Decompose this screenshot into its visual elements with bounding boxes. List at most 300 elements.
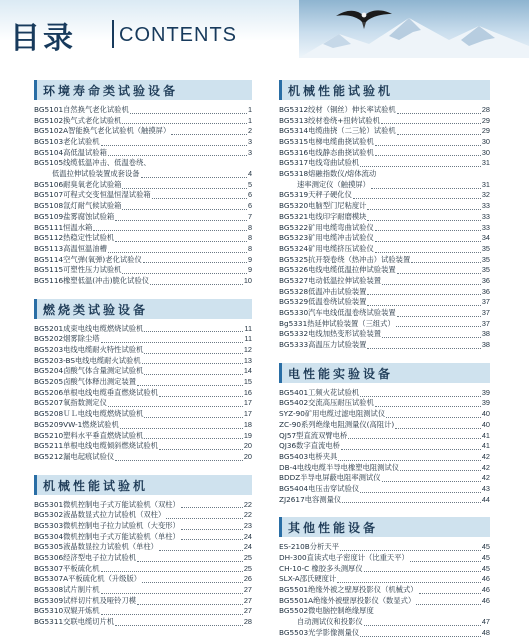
toc-entry-title: BG5320电脑型门尼粘度计 bbox=[279, 201, 367, 211]
toc-entry-title: BG5204卤酸气体含量测定试验机 bbox=[34, 366, 144, 376]
section-header-environment bbox=[34, 80, 252, 100]
left-column bbox=[34, 80, 252, 628]
dot-leader bbox=[375, 230, 481, 231]
toc-entry-page: 37 bbox=[481, 318, 490, 328]
dot-leader bbox=[101, 342, 244, 343]
toc-entry-title: BG5332电线加热变形试验装置 bbox=[279, 329, 382, 339]
toc-entry-title: BG5107可程式交变恒温恒湿试验箱 bbox=[34, 190, 151, 200]
toc-entry[interactable] bbox=[279, 233, 490, 244]
dot-leader bbox=[400, 470, 481, 471]
toc-entry-page: 6 bbox=[247, 190, 252, 200]
toc-entry[interactable] bbox=[279, 116, 490, 127]
section-list-combustion bbox=[34, 324, 252, 463]
toc-entry-page: 20 bbox=[243, 451, 252, 461]
toc-entry-page: 45 bbox=[481, 542, 490, 552]
toc-entry-title: BG5315电梯电缆曲挠试验机 bbox=[279, 137, 374, 147]
toc-entry-page: 44 bbox=[481, 494, 490, 504]
toc-entry[interactable] bbox=[279, 329, 490, 340]
toc-entry-title: BG5311交联电缆切片机 bbox=[34, 617, 115, 627]
toc-entry[interactable] bbox=[34, 233, 252, 244]
toc-entry-page: 8 bbox=[247, 222, 252, 232]
dot-leader bbox=[144, 331, 243, 332]
toc-entry[interactable] bbox=[279, 126, 490, 137]
toc-entry-title: SLX-A邵氏硬度计 bbox=[279, 574, 337, 584]
toc-entry[interactable] bbox=[279, 495, 490, 506]
toc-entry[interactable] bbox=[279, 297, 490, 308]
toc-entry[interactable] bbox=[34, 334, 252, 345]
toc-entry-page: 1 bbox=[247, 115, 252, 125]
dot-leader bbox=[115, 241, 247, 242]
dot-leader bbox=[181, 507, 243, 508]
toc-entry[interactable] bbox=[279, 201, 490, 212]
toc-entry-title: BG5503光学影像测量仪 bbox=[279, 627, 360, 637]
toc-entry-page: 1 bbox=[247, 104, 252, 114]
toc-entry-page: 41 bbox=[481, 441, 490, 451]
toc-entry-title: BG5307平板硫化机 bbox=[34, 563, 100, 573]
dot-leader bbox=[364, 571, 481, 572]
title-divider bbox=[112, 20, 114, 48]
toc-entry[interactable] bbox=[34, 441, 252, 452]
toc-entry-title: BG5501A绝缘外被壁厚投影仪（数显式） bbox=[279, 595, 416, 605]
dot-leader bbox=[159, 550, 243, 551]
toc-entry-title: BG5312绞材（铜丝）伸长率试验机 bbox=[279, 104, 396, 114]
toc-entry-title: BG5209VW-1燃烧试验机 bbox=[34, 419, 119, 429]
toc-entry-title: BG5322矿用电缆弯曲试验仪 bbox=[279, 222, 374, 232]
toc-entry[interactable] bbox=[34, 244, 252, 255]
section-list-mechanical-cont bbox=[279, 105, 490, 351]
dot-leader bbox=[108, 406, 243, 407]
toc-entry-page: 17 bbox=[243, 398, 252, 408]
toc-entry-page: 27 bbox=[243, 595, 252, 605]
dot-leader bbox=[142, 363, 243, 364]
toc-entry-page: 4 bbox=[247, 169, 252, 179]
toc-entry[interactable] bbox=[34, 596, 252, 607]
toc-entry[interactable] bbox=[279, 585, 490, 596]
toc-entry[interactable] bbox=[34, 169, 252, 180]
toc-entry[interactable] bbox=[34, 617, 252, 628]
toc-entry-page: 9 bbox=[247, 254, 252, 264]
toc-entry[interactable] bbox=[279, 607, 490, 618]
toc-entry[interactable] bbox=[279, 105, 490, 116]
dot-leader bbox=[122, 209, 246, 210]
toc-entry-title: BG5328低温冲击试验装置 bbox=[279, 286, 367, 296]
toc-entry[interactable] bbox=[34, 356, 252, 367]
dot-leader bbox=[360, 166, 481, 167]
toc-entry[interactable] bbox=[279, 409, 490, 420]
toc-entry-title: BG5323矿用电缆冲击试验仪 bbox=[279, 233, 374, 243]
toc-entry[interactable] bbox=[279, 473, 490, 484]
toc-entry[interactable] bbox=[279, 287, 490, 298]
dot-leader bbox=[137, 604, 243, 605]
toc-entry[interactable] bbox=[279, 452, 490, 463]
toc-entry[interactable] bbox=[279, 628, 490, 639]
toc-entry-page: 41 bbox=[481, 430, 490, 440]
toc-entry[interactable] bbox=[34, 366, 252, 377]
toc-entry[interactable] bbox=[34, 158, 252, 169]
dot-leader bbox=[122, 123, 246, 124]
section-list-other bbox=[279, 542, 490, 638]
toc-entry[interactable] bbox=[279, 388, 490, 399]
dot-leader bbox=[382, 481, 481, 482]
section-header-other bbox=[279, 517, 490, 537]
toc-entry[interactable] bbox=[34, 324, 252, 335]
toc-entry[interactable] bbox=[34, 191, 252, 202]
toc-entry-title: BDDZ半导电屏蔽电阻率测试仪 bbox=[279, 473, 381, 483]
toc-entry-page: 46 bbox=[481, 574, 490, 584]
toc-entry[interactable] bbox=[34, 265, 252, 276]
toc-entry-title: BG5212漏电起痕试验仪 bbox=[34, 451, 115, 461]
toc-entry-title: BG5329低温卷绕试验装置 bbox=[279, 297, 367, 307]
toc-entry[interactable] bbox=[279, 617, 490, 628]
toc-entry[interactable] bbox=[34, 255, 252, 266]
toc-entry-title: DB-4电线电缆半导电橡塑电阻测试仪 bbox=[279, 462, 400, 472]
toc-entry-page: 43 bbox=[481, 483, 490, 493]
dot-leader bbox=[137, 561, 243, 562]
toc-entry-page: 36 bbox=[481, 275, 490, 285]
dot-leader bbox=[395, 428, 481, 429]
toc-entry-page: 2 bbox=[247, 126, 252, 136]
toc-entry-page: 15 bbox=[243, 377, 252, 387]
toc-entry-title: 自动测试仪和投影仪 bbox=[297, 617, 363, 627]
toc-entry-page: 42 bbox=[481, 451, 490, 461]
toc-entry-title: BG5109盐雾腐蚀试验箱 bbox=[34, 211, 115, 221]
toc-entry[interactable] bbox=[34, 409, 252, 420]
dot-leader bbox=[375, 252, 481, 253]
dot-leader bbox=[144, 374, 243, 375]
dot-leader bbox=[115, 220, 247, 221]
contents-banner bbox=[0, 0, 529, 58]
toc-entry[interactable] bbox=[279, 191, 490, 202]
dot-leader bbox=[367, 294, 480, 295]
section-list-mechanical bbox=[34, 500, 252, 628]
toc-entry-page: 29 bbox=[481, 126, 490, 136]
toc-entry-page: 40 bbox=[481, 419, 490, 429]
toc-entry[interactable] bbox=[279, 223, 490, 234]
toc-entry-title: BG5319天秤子硬化仪 bbox=[279, 190, 352, 200]
toc-entry-page: 20 bbox=[243, 441, 252, 451]
toc-entry-title: 低温拉伸试验装置成套设备 bbox=[52, 169, 140, 179]
toc-entry[interactable] bbox=[34, 137, 252, 148]
dot-leader bbox=[115, 625, 243, 626]
toc-entry-page: 35 bbox=[481, 265, 490, 275]
dot-leader bbox=[181, 539, 243, 540]
toc-entry-title: SYZ-90矿用电缆过滤电阻测试仪 bbox=[279, 409, 386, 419]
toc-entry[interactable] bbox=[279, 399, 490, 410]
toc-entry-page: 46 bbox=[481, 585, 490, 595]
toc-entry-title: BG5314电缆曲挠（二三轮）试验机 bbox=[279, 126, 396, 136]
toc-entry-page: 25 bbox=[243, 553, 252, 563]
toc-entry-page: 34 bbox=[481, 233, 490, 243]
toc-entry-title: 速率测定仪（触摸屏） bbox=[297, 179, 370, 189]
toc-entry[interactable] bbox=[279, 212, 490, 223]
toc-entry[interactable] bbox=[34, 105, 252, 116]
toc-entry[interactable] bbox=[279, 180, 490, 191]
toc-entry[interactable] bbox=[34, 500, 252, 511]
dot-leader bbox=[367, 305, 480, 306]
toc-entry[interactable] bbox=[34, 564, 252, 575]
dot-leader bbox=[341, 449, 481, 450]
toc-entry-page: 8 bbox=[247, 243, 252, 253]
section-header-mechanical-cont bbox=[279, 80, 490, 100]
toc-entry[interactable] bbox=[34, 345, 252, 356]
toc-entry-page: 16 bbox=[243, 387, 252, 397]
toc-entry-title: BG5306经济型电子拉力试验机 bbox=[34, 553, 137, 563]
toc-entry[interactable] bbox=[34, 148, 252, 159]
toc-entry[interactable] bbox=[34, 420, 252, 431]
toc-entry[interactable] bbox=[279, 265, 490, 276]
section-header-electrical bbox=[279, 363, 490, 383]
section-title: 环境寿命类试验设备 bbox=[43, 84, 179, 98]
toc-entry-page: 38 bbox=[481, 329, 490, 339]
toc-entry-page: 24 bbox=[243, 531, 252, 541]
toc-entry-page: 37 bbox=[481, 308, 490, 318]
dot-leader bbox=[181, 529, 243, 530]
toc-entry-title: QJ57型直流双臂电桥 bbox=[279, 430, 348, 440]
toc-entry[interactable] bbox=[279, 441, 490, 452]
dot-leader bbox=[367, 209, 480, 210]
toc-entry[interactable] bbox=[34, 532, 252, 543]
toc-entry-title: BG5112热稳定性试验机 bbox=[34, 233, 115, 243]
dot-leader bbox=[166, 518, 243, 519]
section-list-electrical bbox=[279, 388, 490, 506]
dot-leader bbox=[381, 123, 481, 124]
toc-entry-title: BG5105线缆低温冲击、低温卷绕、 bbox=[34, 158, 151, 168]
toc-entry[interactable] bbox=[34, 126, 252, 137]
dot-leader bbox=[101, 571, 243, 572]
toc-entry-title: QJ36数字直流电桥 bbox=[279, 441, 340, 451]
toc-entry[interactable] bbox=[279, 319, 490, 330]
dot-leader bbox=[101, 614, 243, 615]
toc-entry-title: BG5317电线弯曲试验机 bbox=[279, 158, 360, 168]
toc-entry-title: BG5326电线电缆低温拉伸试验装置 bbox=[279, 265, 396, 275]
toc-entry-page: 19 bbox=[243, 430, 252, 440]
toc-entry[interactable] bbox=[34, 574, 252, 585]
toc-entry-title: BG5318熔融指数仪/熔体流动 bbox=[279, 169, 377, 179]
section-list-environment bbox=[34, 105, 252, 287]
dot-leader bbox=[338, 460, 481, 461]
section-title: 电性能实验设备 bbox=[288, 366, 394, 381]
toc-entry-page: 18 bbox=[243, 419, 252, 429]
toc-entry-title: BG5116橡塑低温(冲击)脆化试验仪 bbox=[34, 275, 150, 285]
toc-entry[interactable] bbox=[279, 340, 490, 351]
toc-entry-title: BG5210塑料水平垂直燃烧试验机 bbox=[34, 430, 144, 440]
toc-entry-title: BG5106耐臭氧老化试验箱 bbox=[34, 179, 122, 189]
dot-leader bbox=[101, 593, 243, 594]
toc-entry-page: 33 bbox=[481, 211, 490, 221]
toc-entry-page: 42 bbox=[481, 473, 490, 483]
toc-entry-title: BG5327电动低温拉伸试验装置 bbox=[279, 275, 382, 285]
toc-entry-page: 9 bbox=[247, 265, 252, 275]
dot-leader bbox=[152, 198, 247, 199]
dot-leader bbox=[396, 326, 481, 327]
page-title-chinese: 目录 bbox=[10, 21, 76, 56]
toc-entry-page: 11 bbox=[244, 323, 252, 333]
dot-leader bbox=[364, 625, 481, 626]
toc-entry-title: BG5304微机控制电子式万能试验机（单柱） bbox=[34, 531, 180, 541]
eagle-icon bbox=[334, 2, 394, 32]
toc-entry-page: 3 bbox=[247, 137, 252, 147]
toc-entry-title: ES-210B分析天平 bbox=[279, 542, 339, 552]
toc-entry-title: BG5321电线印字耐磨模块 bbox=[279, 211, 367, 221]
toc-entry[interactable] bbox=[279, 542, 490, 553]
toc-entry-page: 38 bbox=[481, 340, 490, 350]
dot-leader bbox=[386, 417, 481, 418]
toc-entry-page: 27 bbox=[243, 606, 252, 616]
toc-entry-title: BG5307A平板硫化机（升级版） bbox=[34, 574, 142, 584]
toc-entry[interactable] bbox=[279, 169, 490, 180]
dot-leader bbox=[375, 241, 481, 242]
toc-entry-page: 25 bbox=[243, 563, 252, 573]
section-header-mechanical bbox=[34, 475, 252, 495]
toc-entry-page: 40 bbox=[481, 409, 490, 419]
dot-leader bbox=[150, 284, 243, 285]
toc-entry[interactable] bbox=[279, 564, 490, 575]
dot-leader bbox=[144, 417, 243, 418]
toc-entry[interactable] bbox=[34, 116, 252, 127]
toc-entry-title: BG5102A智能换气老化试验机（触摸屏） bbox=[34, 126, 171, 136]
toc-entry-title: BG5208ＵＬ电线电缆燃烧试验机 bbox=[34, 409, 144, 419]
toc-entry-page: 8 bbox=[247, 233, 252, 243]
toc-entry[interactable] bbox=[279, 463, 490, 474]
toc-entry[interactable] bbox=[34, 452, 252, 463]
toc-entry-page: 7 bbox=[247, 211, 252, 221]
dot-leader bbox=[108, 252, 247, 253]
toc-entry[interactable] bbox=[34, 276, 252, 287]
dot-leader bbox=[141, 177, 247, 178]
toc-entry-title: BG5303微机控制电子拉力试验机（大变形） bbox=[34, 520, 180, 530]
toc-entry-title: BG5404电压击穿试验仪 bbox=[279, 483, 360, 493]
toc-entry[interactable] bbox=[279, 276, 490, 287]
dot-leader bbox=[159, 449, 243, 450]
toc-entry-page: 24 bbox=[243, 542, 252, 552]
section-header-combustion bbox=[34, 299, 252, 319]
toc-entry-title: BG5111恒温水箱 bbox=[34, 222, 93, 232]
toc-entry-title: BG5103老化试验机 bbox=[34, 137, 100, 147]
toc-entry[interactable] bbox=[34, 521, 252, 532]
toc-entry-title: BG5333高温压力试验装置 bbox=[279, 340, 367, 350]
toc-entry-title: BG5325抗开裂卷绕（热冲击）试验装置 bbox=[279, 254, 411, 264]
toc-entry[interactable] bbox=[279, 596, 490, 607]
toc-entry-title: BG5205卤酸气体释出测定装置 bbox=[34, 377, 137, 387]
toc-entry-page: 17 bbox=[243, 409, 252, 419]
toc-entry[interactable] bbox=[279, 308, 490, 319]
right-column bbox=[279, 80, 490, 639]
toc-entry-page: 14 bbox=[243, 366, 252, 376]
toc-entry-page: 13 bbox=[243, 355, 252, 365]
toc-entry-page: 28 bbox=[481, 104, 490, 114]
dot-leader bbox=[122, 188, 246, 189]
toc-entry-title: DH-300直读式电子密度计（比重天平） bbox=[279, 553, 409, 563]
toc-entry[interactable] bbox=[279, 148, 490, 159]
toc-entry-page: 10 bbox=[243, 275, 252, 285]
toc-entry-title: CH-10-C 橡胶多头测厚仪 bbox=[279, 563, 363, 573]
toc-entry-page: 35 bbox=[481, 243, 490, 253]
toc-entry[interactable] bbox=[34, 542, 252, 553]
toc-entry[interactable] bbox=[279, 255, 490, 266]
toc-entry-page: 45 bbox=[481, 553, 490, 563]
dot-leader bbox=[371, 188, 481, 189]
dot-leader bbox=[360, 636, 481, 637]
toc-entry-title: BG5302液晶数显式拉力试验机（双柱） bbox=[34, 510, 166, 520]
toc-entry-page: 29 bbox=[481, 115, 490, 125]
toc-entry-page: 28 bbox=[243, 617, 252, 627]
toc-entry[interactable] bbox=[279, 244, 490, 255]
toc-entry-page: 33 bbox=[481, 222, 490, 232]
toc-entry-page: 48 bbox=[481, 627, 490, 637]
toc-entry-title: BG5104高低温试验箱 bbox=[34, 147, 107, 157]
toc-entry-page: 3 bbox=[247, 147, 252, 157]
toc-entry[interactable] bbox=[34, 212, 252, 223]
toc-entry-title: BG5402交流高压耐压试验机 bbox=[279, 398, 374, 408]
dot-leader bbox=[360, 492, 481, 493]
dot-leader bbox=[108, 155, 247, 156]
dot-leader bbox=[375, 406, 481, 407]
dot-leader bbox=[340, 550, 481, 551]
toc-entry[interactable] bbox=[279, 553, 490, 564]
toc-entry[interactable] bbox=[34, 201, 252, 212]
toc-entry-page: 32 bbox=[481, 190, 490, 200]
toc-entry-title: BG5313绞材卷绕+扭转试验机 bbox=[279, 115, 380, 125]
dot-leader bbox=[144, 353, 243, 354]
toc-entry[interactable] bbox=[279, 431, 490, 442]
dot-leader bbox=[143, 262, 247, 263]
toc-entry[interactable] bbox=[279, 574, 490, 585]
toc-entry-title: BG5403电桥夹具 bbox=[279, 451, 338, 461]
toc-entry[interactable] bbox=[34, 388, 252, 399]
dot-leader bbox=[120, 428, 243, 429]
toc-entry-title: BG5202烟雾除尘塔 bbox=[34, 334, 100, 344]
toc-entry[interactable] bbox=[34, 223, 252, 234]
toc-entry[interactable] bbox=[279, 484, 490, 495]
toc-entry-title: BG5310双辊开炼机 bbox=[34, 606, 100, 616]
toc-entry-title: BG5305液晶数显拉力试验机（单柱） bbox=[34, 542, 158, 552]
toc-entry[interactable] bbox=[34, 431, 252, 442]
toc-entry-page: 39 bbox=[481, 387, 490, 397]
dot-leader bbox=[382, 337, 481, 338]
toc-entry[interactable] bbox=[34, 510, 252, 521]
dot-leader bbox=[411, 262, 481, 263]
dot-leader bbox=[93, 230, 247, 231]
dot-leader bbox=[375, 155, 481, 156]
toc-entry-title: BG5201成束电线电缆燃烧试验机 bbox=[34, 323, 144, 333]
dot-leader bbox=[171, 134, 247, 135]
dot-leader bbox=[375, 145, 481, 146]
toc-entry[interactable] bbox=[279, 158, 490, 169]
toc-entry[interactable] bbox=[34, 553, 252, 564]
dot-leader bbox=[410, 561, 481, 562]
toc-entry-page: 45 bbox=[481, 563, 490, 573]
toc-entry-page: 27 bbox=[243, 585, 252, 595]
toc-entry[interactable] bbox=[279, 420, 490, 431]
toc-entry-page: 33 bbox=[481, 201, 490, 211]
dot-leader bbox=[115, 460, 243, 461]
toc-entry[interactable] bbox=[34, 377, 252, 388]
toc-entry[interactable] bbox=[34, 180, 252, 191]
toc-entry-page: 11 bbox=[244, 334, 252, 344]
toc-entry[interactable] bbox=[279, 137, 490, 148]
toc-entry-page: 30 bbox=[481, 147, 490, 157]
toc-entry-page: 6 bbox=[247, 201, 252, 211]
toc-entry-page: 37 bbox=[481, 297, 490, 307]
toc-entry[interactable] bbox=[34, 607, 252, 618]
toc-entry-title: BG5114空气弹(氧弹)老化试验仪 bbox=[34, 254, 142, 264]
dot-leader bbox=[130, 113, 247, 114]
toc-entry[interactable] bbox=[34, 399, 252, 410]
dot-leader bbox=[159, 396, 243, 397]
toc-entry[interactable] bbox=[34, 585, 252, 596]
toc-entry-page: 42 bbox=[481, 462, 490, 472]
dot-leader bbox=[360, 396, 481, 397]
